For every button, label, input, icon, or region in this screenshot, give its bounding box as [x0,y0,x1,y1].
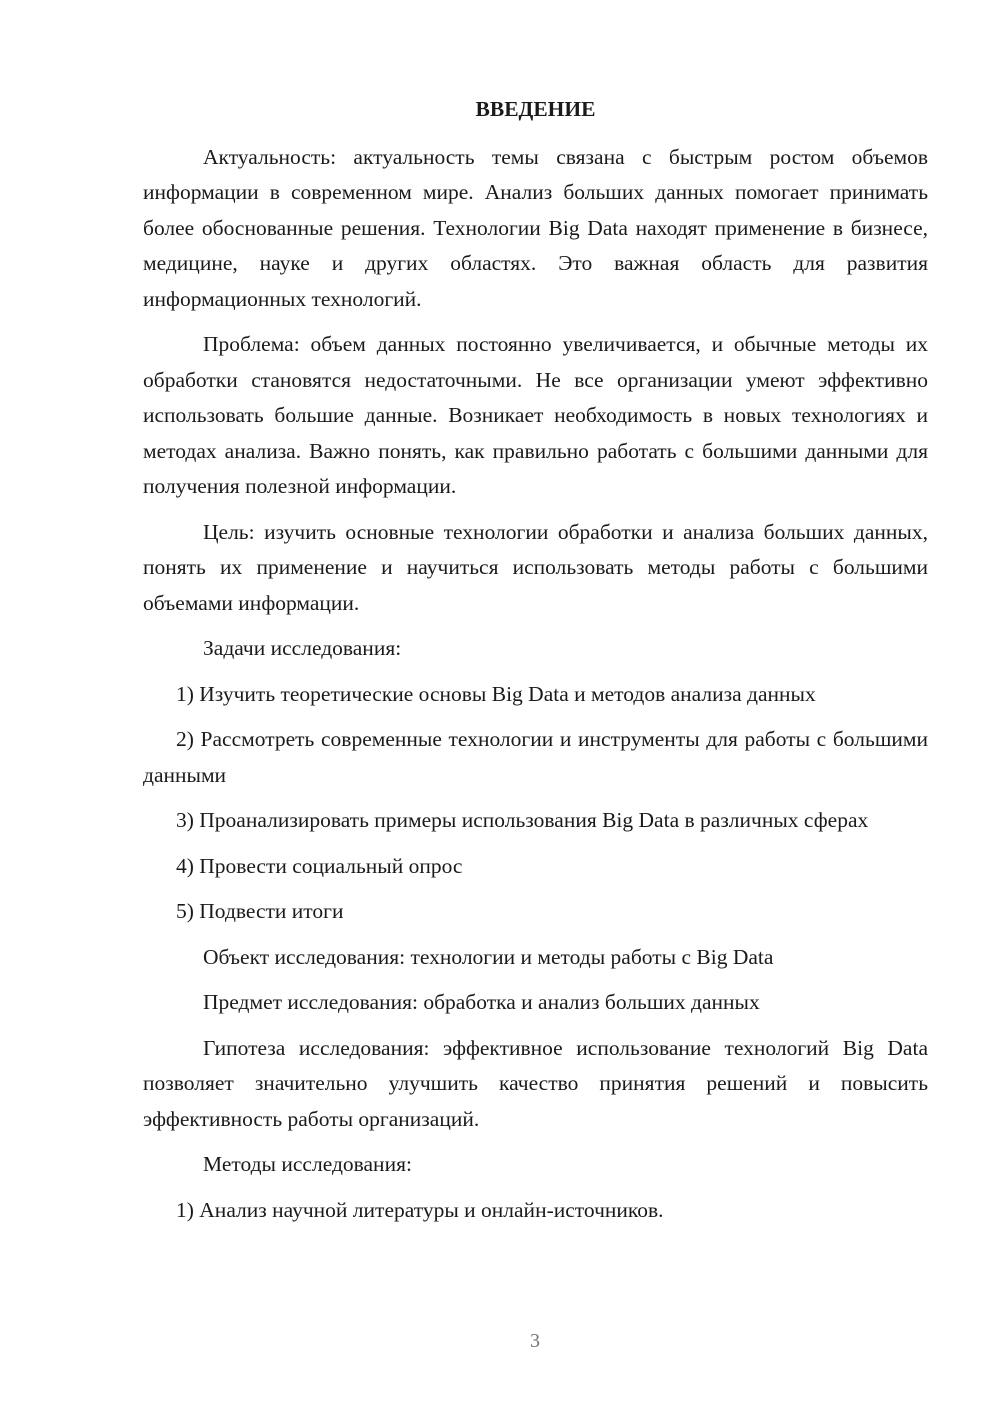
task-item-1: 1) Изучить теоретические основы Big Data и методов анализа данных [176,681,816,706]
methods-heading: Методы исследования: [203,1152,412,1176]
task-item-4: 4) Провести социальный опрос [176,853,463,878]
object-line: Объект исследования: технологии и методы работы с Big Data [203,944,774,969]
page-number: 3 [530,1330,540,1352]
section-title: ВВЕДЕНИЕ [475,97,596,121]
subject-line: Предмет исследования: обработка и анализ больших данных [203,990,760,1014]
goal-paragraph: Цель: изучить основные технологии обработки и анализа больших данных, понять их применение и научиться использовать методы работы с большими объемами информации. [143,519,928,615]
relevance-paragraph: Актуальность: актуальность темы связана с быстрым ростом объемов информации в современном мире. Анализ больших данных помогает принимать более обоснованные решения. Технологии Big Data находят применение в бизнесе, медицине, науке и других областях. Это важная область для развития информационных технологий. [143,144,928,311]
task-item-3: 3) Проанализировать примеры использования Big Data в различных сферах [176,808,869,832]
document-page [143,92,928,1238]
task-item-2: 2) Рассмотреть современные технологии и инструменты для работы с большими данными [143,727,928,787]
hypothesis-paragraph: Гипотеза исследования: эффективное использование технологий Big Data позволяет значительно улучшить качество принятия решений и повысить эффективность работы организаций. [143,1035,928,1131]
task-item-5: 5) Подвести итоги [176,899,344,923]
method-item-1: 1) Анализ научной литературы и онлайн-источников. [176,1197,664,1222]
tasks-heading: Задачи исследования: [203,636,402,660]
problem-paragraph: Проблема: объем данных постоянно увеличивается, и обычные методы их обработки становятся недостаточными. Не все организации умеют эффективно использовать большие данные. Возникает необходимость в новых технологиях и методах анализа. Важно понять, как правильно работать с большими данными для получения полезной информации. [143,332,928,498]
